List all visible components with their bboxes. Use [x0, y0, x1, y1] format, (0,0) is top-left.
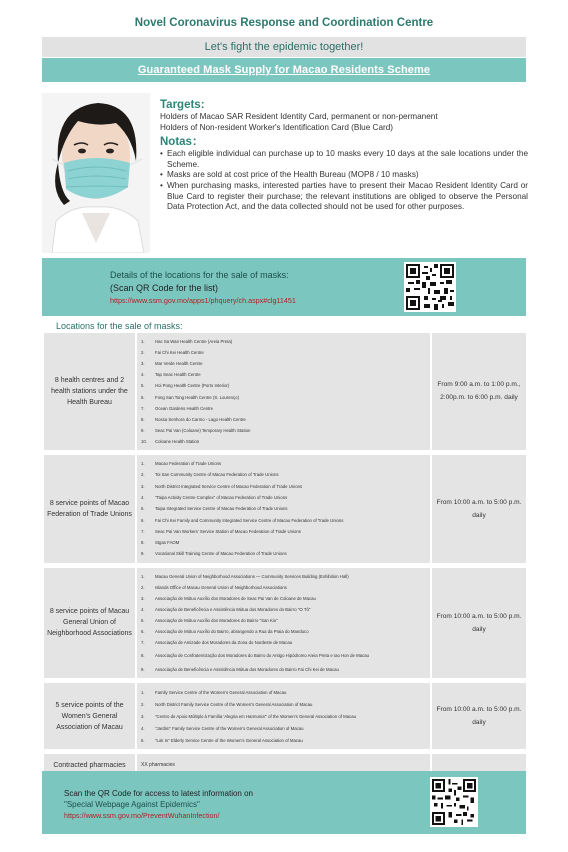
locations-table [42, 331, 528, 778]
list-item: 3. Associação de Mútuo Auxílio dos Moradores de Seac Pai Van de Coloane de Macau [141, 595, 316, 601]
opening-hours: From 10:00 a.m. to 5:00 p.m. daily [431, 454, 527, 564]
list-item: 2. Fai Chi Kei Health Centre [141, 350, 204, 356]
list-item: 1. Macau General Union of Neighborhood Associations — Community Services Building (Exhibition Hall) [141, 573, 349, 579]
list-item: 9. Associação de Beneficência e Assistência Mútua dos Moradores do Bairro Fai Chi Kei de Macau [141, 667, 339, 673]
list-item: 6. Fai Chi Kei Family and Community Integrated Service Centre of Macao Federation of Trade Unions [141, 517, 344, 523]
list-item: 3. Mar Verde Health Centre [141, 361, 203, 367]
target-line: Holders of Non-resident Worker's Identification Card (Blue Card) [160, 122, 394, 132]
list-item: 4. "Taipa Activity Centre Complex" of Macao Federation of Trade Unions [141, 494, 288, 500]
list-item: 9. Seac Pai Van (Coloane) Temporary Health Station [141, 427, 251, 433]
table-row [43, 567, 527, 680]
list-item: 4. Associação de Beneficência e Assistência Mútua dos Moradores do Bairro "O Tô" [141, 606, 311, 612]
list-item: 7. Associação de Amizade dos Moradores da Zona do Nordeste de Macau [141, 640, 293, 646]
organization-title: Novel Coronavirus Response and Coordination Centre [134, 17, 434, 29]
details-scan-note: (Scan QR Code for the list) [110, 283, 219, 293]
notas-bullet: • Masks are sold at cost price of the Health Bureau (MOP8 / 10 masks) [160, 170, 528, 181]
list-item: 1. Hac Sa Wan Health Centre (Areia Preta) [141, 339, 233, 345]
list-item: 7. Seac Pai Van Workers' Service Station of Macao Federation of Trade Unions [141, 528, 301, 534]
list-item: 8. Stgas FAOM [141, 540, 180, 546]
footer-webpage-name: "Special Webpage Against Epidemics" [64, 800, 200, 809]
target-line: Holders of Macao SAR Resident Identity Card, permanent or non-permanent [160, 112, 438, 121]
notas-bullet: • Each eligible individual can purchase up to 10 masks every 10 days at the sale locations under the Scheme. [160, 149, 528, 170]
list-item: 10. Coloane Health Station [141, 438, 200, 444]
group-label: 8 health centres and 2 health stations under the Health Bureau [43, 332, 136, 451]
list-item: 6. Fong San Tong Health Centre (S. Lourenço) [141, 394, 239, 400]
qr-code-icon[interactable] [404, 262, 456, 312]
list-item: 3. North District Integrated Service Centre of Macao Federation of Trade Unions [141, 483, 303, 489]
locations-title: Locations for the sale of masks: [56, 321, 183, 331]
list-item: 5. "Lok In" Elderly Service Centre of the Women's General Association of Macau [141, 737, 303, 743]
pharmacies-count: XX pharmacies [136, 753, 431, 777]
table-row [43, 332, 527, 451]
targets-heading: Targets: [160, 99, 205, 111]
list-item: 8. Nossa Senhora do Carmo - Lago Health Centre [141, 416, 246, 422]
list-item: 6. Associação de Mútuo Auxílio do Bairro, abrangendo a Rua da Praia do Manduco [141, 629, 309, 635]
list-item: 1. Macao Federation of Trade Unions [141, 461, 222, 467]
group-items [136, 332, 431, 451]
opening-hours: From 10:00 a.m. to 5:00 p.m. daily [431, 682, 527, 750]
list-item: 2. North District Family Service Centre of the Women's General Association of Macau [141, 701, 313, 707]
list-item: 5. Hoi Pong Health Centre (Porto Interior) [141, 383, 230, 389]
details-banner [42, 258, 526, 316]
details-heading: Details of the locations for the sale of masks: [110, 270, 289, 280]
targets-section [160, 98, 528, 213]
group-label: 8 service points of Macau General Union of Neighborhood Associations [43, 567, 136, 680]
list-item: 1. Family Service Centre of the Women's General Association of Macau [141, 689, 287, 695]
scheme-title-banner: Guaranteed Mask Supply for Macao Residents Scheme [42, 58, 526, 82]
details-url-link[interactable]: https://www.ssm.gov.mo/apps1/phquery/ch.aspx#clg11451 [110, 296, 296, 305]
opening-hours: From 10:00 a.m. to 5:00 p.m. daily [431, 567, 527, 680]
notas-bullet: • When purchasing masks, interested parties have to present their Macao Resident Identity Card or Blue Card to register their purchase; the relevant institutions are obliged to observe the Personal Data Protection Act, and the data collected should not be used for other purposes. [160, 181, 528, 213]
list-item: 5. Associação de Mútuo Auxílio dos Moradores do Bairro "San Kio" [141, 618, 278, 624]
list-item: 8. Associação de Confraternização dos Moradores do Bairro do Antigo Hipódromo Areia Preta e Iao Hon de Macau [141, 653, 370, 659]
list-item: 2. Toi San Community Centre of Macao Federation of Trade Unions [141, 472, 279, 478]
group-items [136, 682, 431, 750]
footer-banner [42, 771, 526, 834]
footer-url-link[interactable]: https://www.ssm.gov.mo/PreventWuhanInfection/ [64, 811, 220, 820]
list-item: 4. "Jardim" Family Service Centre of the Women's General Association of Macau [141, 725, 304, 731]
notas-list [160, 149, 528, 213]
list-item: 4. Tap Seac Health Centre [141, 372, 201, 378]
group-label: 8 service points of Macao Federation of Trade Unions [43, 454, 136, 564]
pharmacies-label: Contracted pharmacies [43, 753, 136, 777]
list-item: 5. Taipa Integrated Service Centre of Macao Federation of Trade Unions [141, 506, 288, 512]
notas-heading: Notas： [160, 136, 204, 149]
list-item: 9. Vocational Skill Training Centre of Macao Federation of Trade Unions [141, 551, 287, 557]
table-row [43, 682, 527, 750]
list-item: 3. "Centro de Apoio Múltiplo à Família 'Alegria em Harmonia'" of the Women's General Association of Macau [141, 713, 357, 719]
list-item: 7. Ocean Gardens Health Centre [141, 405, 214, 411]
group-items [136, 454, 431, 564]
slogan-banner: Let's fight the epidemic together! [42, 37, 526, 57]
qr-code-icon[interactable] [430, 777, 478, 827]
table-row [43, 454, 527, 564]
opening-hours: From 9:00 a.m. to 1:00 p.m., 2:00p.m. to 6:00 p.m. daily [431, 332, 527, 451]
group-label: 5 service points of the Women's General Association of Macau [43, 682, 136, 750]
masked-person-photo [42, 93, 150, 253]
group-items [136, 567, 431, 680]
list-item: 2. Islands Office of Macau General Union of Neighborhood Associations [141, 584, 287, 590]
footer-scan-note: Scan the QR Code for access to latest information on [64, 789, 253, 798]
